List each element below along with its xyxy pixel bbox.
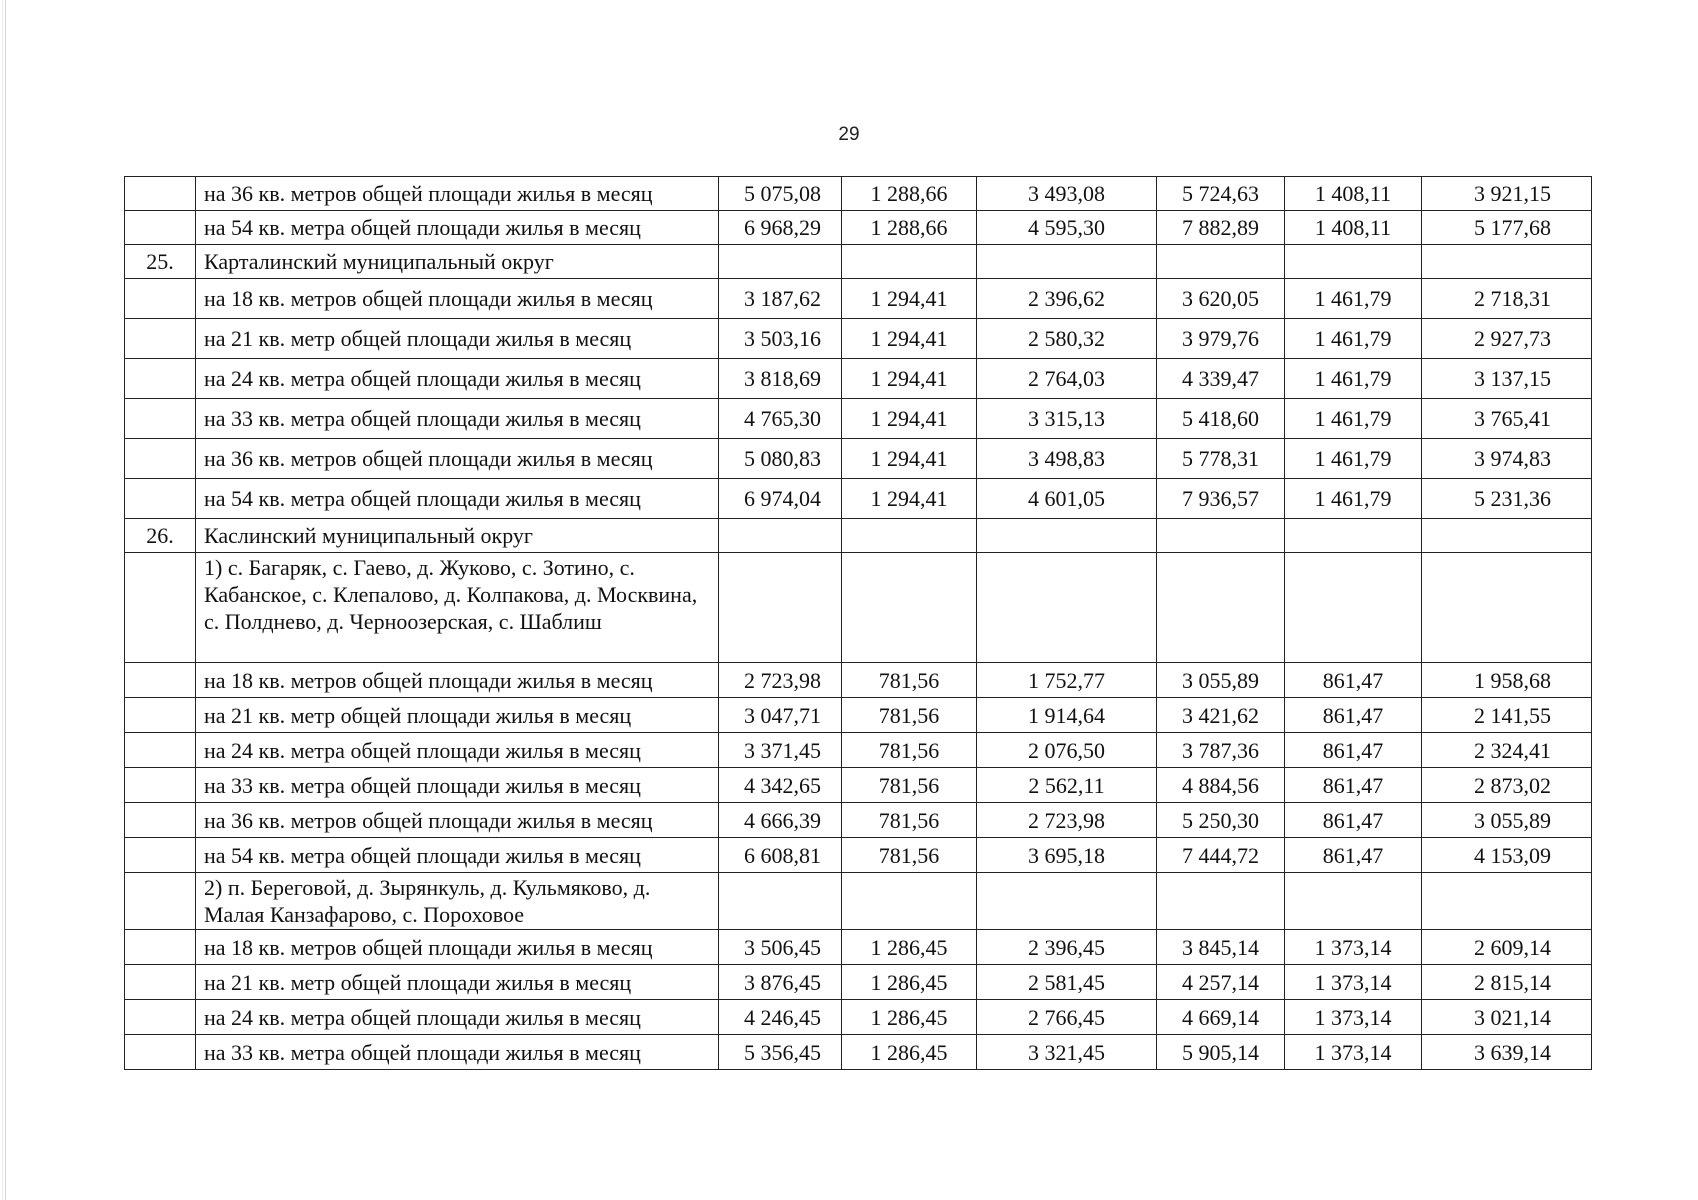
value-cell: 5 724,63 — [1157, 177, 1285, 211]
value-cell — [977, 553, 1157, 663]
table-row — [125, 211, 1592, 245]
value-cell: 861,47 — [1285, 733, 1422, 768]
row-number-cell — [125, 1035, 196, 1070]
value-cell: 4 246,45 — [719, 1000, 842, 1035]
value-cell: 3 845,14 — [1157, 930, 1285, 965]
norm-description: на 18 кв. метров общей площади жилья в месяц — [196, 930, 719, 965]
row-number-cell — [125, 319, 196, 359]
value-cell: 861,47 — [1285, 803, 1422, 838]
value-cell: 2 324,41 — [1422, 733, 1592, 768]
norm-description: на 36 кв. метров общей площади жилья в месяц — [196, 803, 719, 838]
table-row — [125, 177, 1592, 211]
value-cell: 3 055,89 — [1157, 663, 1285, 698]
norm-description: на 36 кв. метров общей площади жилья в месяц — [196, 439, 719, 479]
value-cell: 1 294,41 — [842, 279, 977, 319]
row-number-cell — [125, 211, 196, 245]
table-row — [125, 768, 1592, 803]
value-cell: 1 288,66 — [842, 211, 977, 245]
norm-description: на 33 кв. метра общей площади жилья в месяц — [196, 399, 719, 439]
municipality-name: Каслинский муниципальный округ — [196, 519, 719, 553]
value-cell: 3 021,14 — [1422, 1000, 1592, 1035]
value-cell — [1157, 553, 1285, 663]
page-number: 29 — [838, 124, 860, 145]
value-cell: 5 075,08 — [719, 177, 842, 211]
value-cell: 1 288,66 — [842, 177, 977, 211]
value-cell: 3 137,15 — [1422, 359, 1592, 399]
value-cell: 2 764,03 — [977, 359, 1157, 399]
value-cell: 5 418,60 — [1157, 399, 1285, 439]
norm-description: на 18 кв. метров общей площади жилья в месяц — [196, 279, 719, 319]
table-row — [125, 930, 1592, 965]
value-cell — [842, 873, 977, 930]
row-number-cell — [125, 965, 196, 1000]
value-cell: 1 294,41 — [842, 359, 977, 399]
value-cell: 3 047,71 — [719, 698, 842, 733]
settlement-group-label: 2) п. Береговой, д. Зырянкуль, д. Кульмяково, д. Малая Канзафарово, с. Пороховое — [196, 873, 719, 930]
norm-description: на 21 кв. метр общей площади жилья в месяц — [196, 319, 719, 359]
value-cell: 2 562,11 — [977, 768, 1157, 803]
value-cell: 6 968,29 — [719, 211, 842, 245]
value-cell: 3 321,45 — [977, 1035, 1157, 1070]
value-cell: 3 818,69 — [719, 359, 842, 399]
value-cell: 2 609,14 — [1422, 930, 1592, 965]
value-cell: 1 461,79 — [1285, 479, 1422, 519]
row-number-cell — [125, 177, 196, 211]
value-cell: 4 601,05 — [977, 479, 1157, 519]
value-cell: 5 356,45 — [719, 1035, 842, 1070]
value-cell: 6 974,04 — [719, 479, 842, 519]
settlement-group-row — [125, 873, 1592, 930]
tariff-table — [124, 176, 1592, 1070]
value-cell: 2 718,31 — [1422, 279, 1592, 319]
value-cell: 3 639,14 — [1422, 1035, 1592, 1070]
row-number-cell — [125, 399, 196, 439]
scan-edge-line — [2, 0, 3, 1200]
value-cell: 4 153,09 — [1422, 838, 1592, 873]
value-cell: 2 581,45 — [977, 965, 1157, 1000]
norm-description: на 54 кв. метра общей площади жилья в месяц — [196, 479, 719, 519]
value-cell: 1 286,45 — [842, 1000, 977, 1035]
value-cell: 3 498,83 — [977, 439, 1157, 479]
norm-description: на 21 кв. метр общей площади жилья в месяц — [196, 698, 719, 733]
table-row — [125, 1000, 1592, 1035]
value-cell: 4 884,56 — [1157, 768, 1285, 803]
value-cell: 781,56 — [842, 663, 977, 698]
settlement-group-row — [125, 553, 1592, 663]
value-cell: 3 620,05 — [1157, 279, 1285, 319]
value-cell: 3 315,13 — [977, 399, 1157, 439]
table-row — [125, 439, 1592, 479]
value-cell: 3 974,83 — [1422, 439, 1592, 479]
value-cell: 5 080,83 — [719, 439, 842, 479]
value-cell: 3 187,62 — [719, 279, 842, 319]
value-cell: 3 506,45 — [719, 930, 842, 965]
value-cell: 7 882,89 — [1157, 211, 1285, 245]
scan-edge-line — [5, 0, 6, 1200]
row-number-cell — [125, 479, 196, 519]
value-cell: 7 444,72 — [1157, 838, 1285, 873]
value-cell — [719, 873, 842, 930]
table-row — [125, 733, 1592, 768]
value-cell: 1 294,41 — [842, 399, 977, 439]
value-cell: 6 608,81 — [719, 838, 842, 873]
row-number-cell — [125, 768, 196, 803]
value-cell: 1 461,79 — [1285, 279, 1422, 319]
value-cell — [977, 873, 1157, 930]
value-cell: 861,47 — [1285, 838, 1422, 873]
row-number-cell — [125, 439, 196, 479]
value-cell: 5 250,30 — [1157, 803, 1285, 838]
value-cell — [1285, 245, 1422, 279]
value-cell: 2 076,50 — [977, 733, 1157, 768]
table-row — [125, 319, 1592, 359]
value-cell: 1 294,41 — [842, 439, 977, 479]
value-cell: 1 286,45 — [842, 930, 977, 965]
value-cell — [1285, 553, 1422, 663]
value-cell: 1 294,41 — [842, 319, 977, 359]
row-number-cell — [125, 733, 196, 768]
value-cell: 5 231,36 — [1422, 479, 1592, 519]
value-cell: 4 765,30 — [719, 399, 842, 439]
value-cell: 4 669,14 — [1157, 1000, 1285, 1035]
value-cell: 3 765,41 — [1422, 399, 1592, 439]
value-cell: 3 921,15 — [1422, 177, 1592, 211]
value-cell: 4 342,65 — [719, 768, 842, 803]
table-row — [125, 479, 1592, 519]
value-cell: 3 055,89 — [1422, 803, 1592, 838]
row-number-cell — [125, 553, 196, 663]
value-cell — [1422, 245, 1592, 279]
value-cell: 3 876,45 — [719, 965, 842, 1000]
value-cell: 1 461,79 — [1285, 359, 1422, 399]
table-row — [125, 698, 1592, 733]
row-number-cell — [125, 838, 196, 873]
value-cell: 1 461,79 — [1285, 439, 1422, 479]
table-row — [125, 803, 1592, 838]
value-cell: 5 778,31 — [1157, 439, 1285, 479]
value-cell: 4 257,14 — [1157, 965, 1285, 1000]
value-cell: 1 373,14 — [1285, 965, 1422, 1000]
value-cell — [977, 519, 1157, 553]
row-number-cell — [125, 873, 196, 930]
value-cell — [842, 519, 977, 553]
norm-description: на 54 кв. метра общей площади жилья в месяц — [196, 211, 719, 245]
value-cell: 1 373,14 — [1285, 1000, 1422, 1035]
norm-description: на 33 кв. метра общей площади жилья в месяц — [196, 768, 719, 803]
row-number-cell — [125, 930, 196, 965]
table-row — [125, 663, 1592, 698]
municipality-heading-row — [125, 245, 1592, 279]
value-cell: 3 493,08 — [977, 177, 1157, 211]
value-cell: 3 503,16 — [719, 319, 842, 359]
value-cell — [1157, 873, 1285, 930]
value-cell: 2 141,55 — [1422, 698, 1592, 733]
value-cell: 2 723,98 — [977, 803, 1157, 838]
value-cell: 1 752,77 — [977, 663, 1157, 698]
value-cell — [842, 553, 977, 663]
norm-description: на 24 кв. метра общей площади жилья в месяц — [196, 359, 719, 399]
value-cell — [719, 519, 842, 553]
value-cell: 5 177,68 — [1422, 211, 1592, 245]
value-cell: 2 396,45 — [977, 930, 1157, 965]
row-number-cell — [125, 279, 196, 319]
table-row — [125, 838, 1592, 873]
table-row — [125, 359, 1592, 399]
value-cell — [1422, 519, 1592, 553]
table-row — [125, 399, 1592, 439]
norm-description: на 24 кв. метра общей площади жилья в месяц — [196, 733, 719, 768]
value-cell: 781,56 — [842, 698, 977, 733]
value-cell: 1 461,79 — [1285, 399, 1422, 439]
municipality-heading-row — [125, 519, 1592, 553]
norm-description: на 36 кв. метров общей площади жилья в месяц — [196, 177, 719, 211]
value-cell: 1 294,41 — [842, 479, 977, 519]
value-cell: 2 580,32 — [977, 319, 1157, 359]
norm-description: на 54 кв. метра общей площади жилья в месяц — [196, 838, 719, 873]
norm-description: на 33 кв. метра общей площади жилья в месяц — [196, 1035, 719, 1070]
value-cell — [1157, 245, 1285, 279]
norm-description: на 24 кв. метра общей площади жилья в месяц — [196, 1000, 719, 1035]
value-cell — [1285, 519, 1422, 553]
value-cell: 5 905,14 — [1157, 1035, 1285, 1070]
value-cell: 1 373,14 — [1285, 1035, 1422, 1070]
value-cell: 4 339,47 — [1157, 359, 1285, 399]
value-cell: 1 958,68 — [1422, 663, 1592, 698]
value-cell: 4 595,30 — [977, 211, 1157, 245]
value-cell: 1 286,45 — [842, 1035, 977, 1070]
norm-description: на 21 кв. метр общей площади жилья в месяц — [196, 965, 719, 1000]
table-row — [125, 1035, 1592, 1070]
value-cell: 2 723,98 — [719, 663, 842, 698]
value-cell — [1422, 553, 1592, 663]
value-cell: 861,47 — [1285, 768, 1422, 803]
value-cell: 7 936,57 — [1157, 479, 1285, 519]
row-number-cell — [125, 1000, 196, 1035]
value-cell — [1157, 519, 1285, 553]
value-cell — [1285, 873, 1422, 930]
value-cell: 3 695,18 — [977, 838, 1157, 873]
value-cell — [719, 553, 842, 663]
value-cell: 1 373,14 — [1285, 930, 1422, 965]
value-cell: 2 396,62 — [977, 279, 1157, 319]
value-cell: 3 371,45 — [719, 733, 842, 768]
value-cell: 781,56 — [842, 768, 977, 803]
value-cell: 2 815,14 — [1422, 965, 1592, 1000]
value-cell: 781,56 — [842, 803, 977, 838]
value-cell: 2 873,02 — [1422, 768, 1592, 803]
value-cell: 781,56 — [842, 838, 977, 873]
row-number-cell — [125, 698, 196, 733]
norm-description: на 18 кв. метров общей площади жилья в месяц — [196, 663, 719, 698]
row-number-cell: 26. — [125, 519, 196, 553]
value-cell: 3 979,76 — [1157, 319, 1285, 359]
table-row — [125, 279, 1592, 319]
value-cell: 781,56 — [842, 733, 977, 768]
value-cell: 2 766,45 — [977, 1000, 1157, 1035]
row-number-cell — [125, 803, 196, 838]
value-cell: 1 408,11 — [1285, 177, 1422, 211]
value-cell: 1 914,64 — [977, 698, 1157, 733]
value-cell: 1 408,11 — [1285, 211, 1422, 245]
row-number-cell — [125, 359, 196, 399]
value-cell — [842, 245, 977, 279]
table-body — [125, 177, 1592, 1070]
value-cell: 4 666,39 — [719, 803, 842, 838]
row-number-cell — [125, 663, 196, 698]
settlement-group-label: 1) с. Багаряк, с. Гаево, д. Жуково, с. Зотино, с. Кабанское, с. Клепалово, д. Колпакова, д. Москвина, с. Полднево, д. Черноозерская, с. Шаблиш — [196, 553, 719, 663]
value-cell: 861,47 — [1285, 663, 1422, 698]
value-cell — [719, 245, 842, 279]
value-cell — [977, 245, 1157, 279]
value-cell: 1 461,79 — [1285, 319, 1422, 359]
value-cell: 861,47 — [1285, 698, 1422, 733]
value-cell: 1 286,45 — [842, 965, 977, 1000]
row-number-cell: 25. — [125, 245, 196, 279]
value-cell: 2 927,73 — [1422, 319, 1592, 359]
value-cell: 3 421,62 — [1157, 698, 1285, 733]
municipality-name: Карталинский муниципальный округ — [196, 245, 719, 279]
table-row — [125, 965, 1592, 1000]
value-cell: 3 787,36 — [1157, 733, 1285, 768]
value-cell — [1422, 873, 1592, 930]
